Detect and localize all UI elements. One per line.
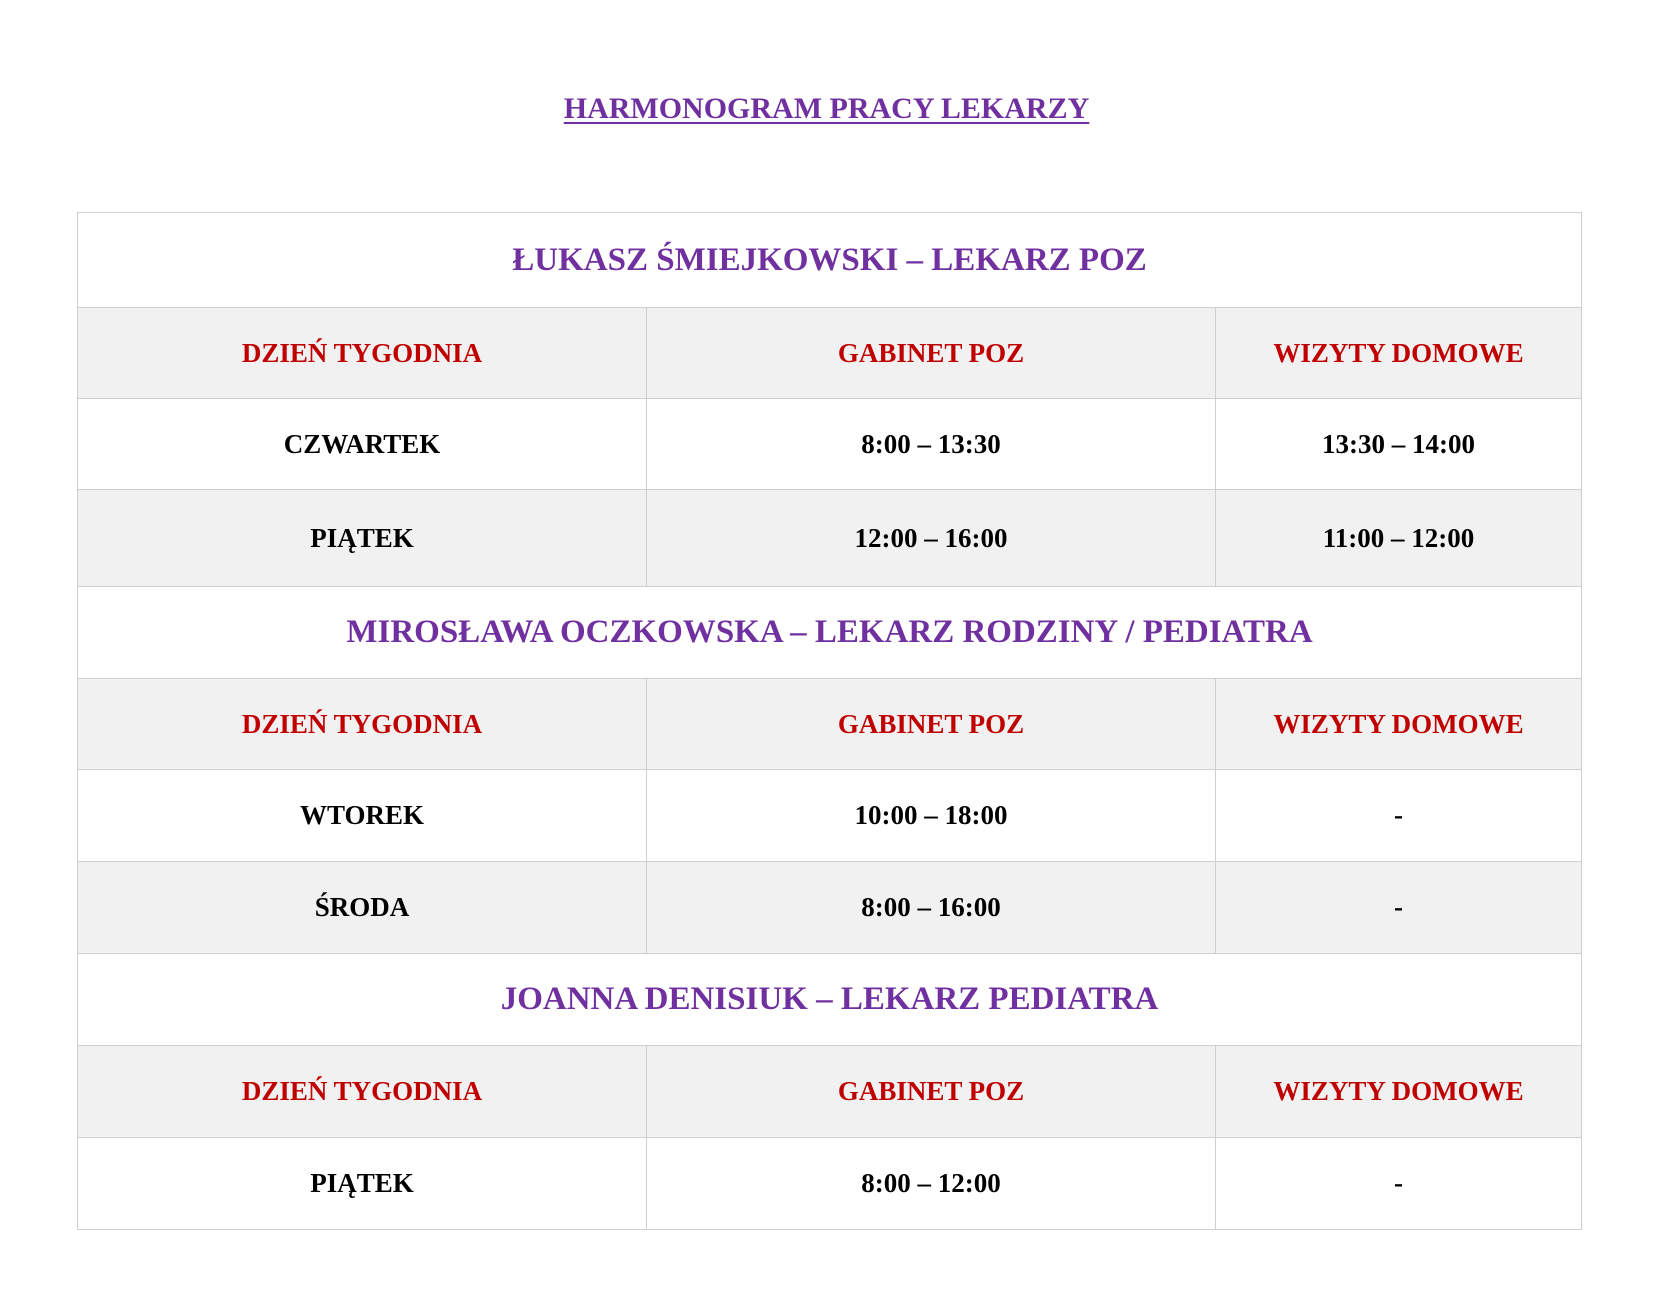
doctor-name-row <box>78 587 1582 679</box>
doctor-name: ŁUKASZ ŚMIEJKOWSKI – LEKARZ POZ <box>78 213 1582 308</box>
home-visits-column-header: WIZYTY DOMOWE <box>1216 1046 1582 1138</box>
doctor-name-row <box>78 954 1582 1046</box>
office-column-header: GABINET POZ <box>647 308 1216 399</box>
day-column-header: DZIEŃ TYGODNIA <box>78 308 647 399</box>
doctor-name-row <box>78 213 1582 308</box>
office-column-header: GABINET POZ <box>647 679 1216 770</box>
column-header-row <box>78 308 1582 399</box>
column-header-row <box>78 679 1582 770</box>
home-visits-cell: 13:30 – 14:00 <box>1216 399 1582 490</box>
schedule-row <box>78 490 1582 587</box>
home-visits-column-header: WIZYTY DOMOWE <box>1216 308 1582 399</box>
day-cell: WTOREK <box>78 770 647 862</box>
column-header-row <box>78 1046 1582 1138</box>
day-cell: PIĄTEK <box>78 490 647 587</box>
page-title: HARMONOGRAM PRACY LEKARZY <box>563 92 1090 125</box>
schedule-row <box>78 1138 1582 1230</box>
schedule-row <box>78 862 1582 954</box>
day-cell: PIĄTEK <box>78 1138 647 1230</box>
office-hours-cell: 8:00 – 13:30 <box>647 399 1216 490</box>
home-visits-cell: - <box>1216 770 1582 862</box>
day-column-header: DZIEŃ TYGODNIA <box>78 1046 647 1138</box>
day-cell: CZWARTEK <box>78 399 647 490</box>
home-visits-cell: 11:00 – 12:00 <box>1216 490 1582 587</box>
office-hours-cell: 10:00 – 18:00 <box>647 770 1216 862</box>
office-hours-cell: 12:00 – 16:00 <box>647 490 1216 587</box>
day-column-header: DZIEŃ TYGODNIA <box>78 679 647 770</box>
day-cell: ŚRODA <box>78 862 647 954</box>
doctor-schedule-table <box>77 212 1582 1230</box>
home-visits-cell: - <box>1216 862 1582 954</box>
office-hours-cell: 8:00 – 12:00 <box>647 1138 1216 1230</box>
schedule-row <box>78 399 1582 490</box>
doctor-name: JOANNA DENISIUK – LEKARZ PEDIATRA <box>78 954 1582 1046</box>
office-column-header: GABINET POZ <box>647 1046 1216 1138</box>
office-hours-cell: 8:00 – 16:00 <box>647 862 1216 954</box>
home-visits-cell: - <box>1216 1138 1582 1230</box>
home-visits-column-header: WIZYTY DOMOWE <box>1216 679 1582 770</box>
schedule-row <box>78 770 1582 862</box>
doctor-name: MIROSŁAWA OCZKOWSKA – LEKARZ RODZINY / PEDIATRA <box>78 587 1582 679</box>
